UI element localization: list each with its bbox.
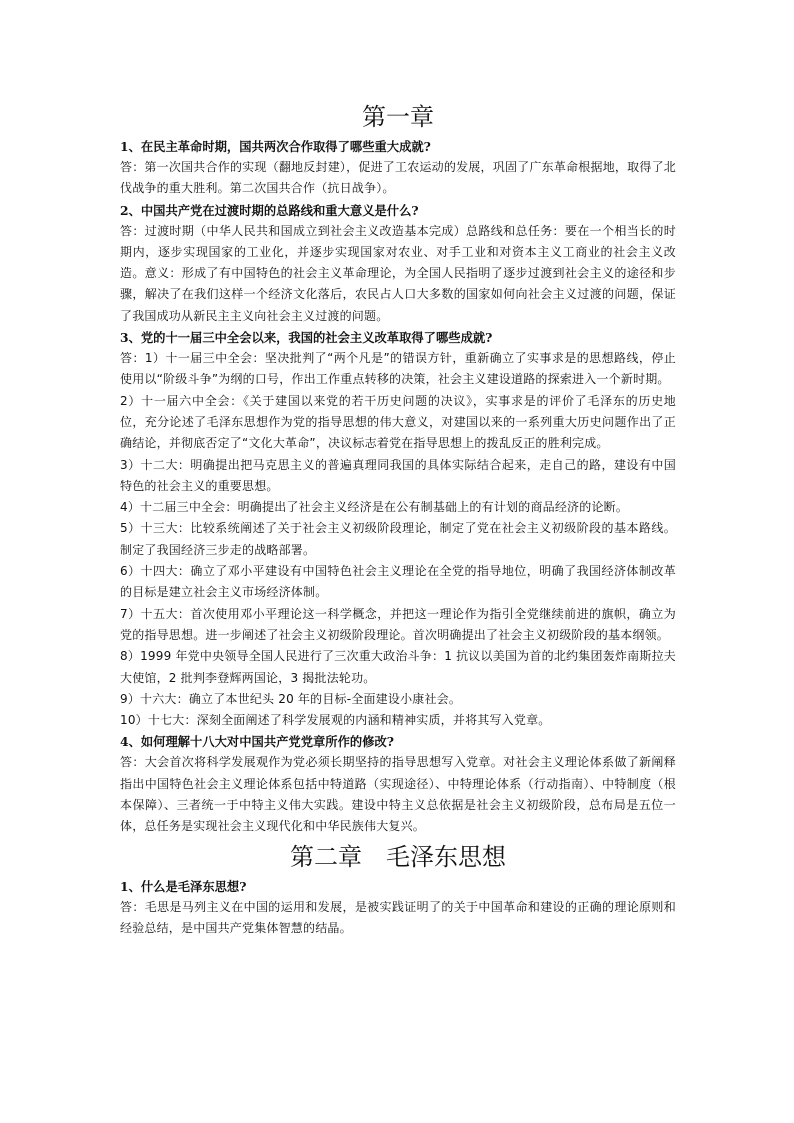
chapter-2-content [120,876,676,940]
chapter-1-content [120,136,676,838]
question-1-3: 3、党的十一届三中全会以来，我国的社会主义改革取得了哪些成就? [120,330,493,346]
answer-1-3-point-6: 6）十四大：确立了邓小平建设有中国特色社会主义理论在全党的指导地位，明确了我国经济体制改革的目标是建立社会主义市场经济体制。 [120,564,676,600]
answer-1-3-point-10: 10）十七大：深刻全面阐述了科学发展观的内涵和精神实质，并将其写入党章。 [120,713,551,728]
answer-1-3-point-4: 4）十二届三中全会：明确提出了社会主义经济是在公有制基础上的有计划的商品经济的论断。 [120,500,629,515]
answer-1-3-point-2: 2）十一届六中全会：《关于建国以来党的若干历史问题的决议》，实事求是的评价了毛泽东的历史地位，充分论述了毛泽东思想作为党的指导思想的伟大意义，对建国以来的一系列重大历史问题作出了正确结论，并彻底否定了“文化大革命”，决议标志着党在指导思想上的拨乱反正的胜利完成。 [120,393,676,451]
answer-1-3-point-9: 9）十六大：确立了本世纪头 20 年的目标-全面建设小康社会。 [120,691,462,706]
answer-1-1: 答：第一次国共合作的实现（翻地反封建），促进了工农运动的发展，巩固了广东革命根据地，取得了北伐战争的重大胜利。第二次国共合作（抗日战争）。 [120,160,676,196]
question-1-2: 2、中国共产党在过渡时期的总路线和重大意义是什么? [120,202,419,218]
question-1-1: 1、在民主革命时期，国共两次合作取得了哪些重大成就? [120,139,431,154]
question-1-4: 4、如何理解十八大对中国共产党党章所作的修改? [120,734,394,750]
document-page [120,100,676,939]
answer-1-4: 答：大会首次将科学发展观作为党必须长期坚持的指导思想写入党章。对社会主义理论体系做了新阐释指出中国特色社会主义理论体系包括中特道路（实现途径）、中特理论体系（行动指南）、中特制度（根本保障）、三者统一于中特主义伟大实践。建设中特主义总依据是社会主义初级阶段，总布局是五位一体，总任务是实现社会主义现代化和中华民族伟大复兴。 [120,755,676,834]
answer-1-3-point-7: 7）十五大：首次使用邓小平理论这一科学概念，并把这一理论作为指引全党继续前进的旗帜，确立为党的指导思想。进一步阐述了社会主义初级阶段理论。首次明确提出了社会主义初级阶段的基本纲领。 [120,606,676,642]
answer-1-3-point-8: 8）1999 年党中央领导全国人民进行了三次重大政治斗争：1 抗议以美国为首的北约集团轰炸南斯拉夫大使馆，2 批判李登辉两国论，3 揭批法轮功。 [120,649,676,685]
answer-1-3-point-3: 3）十二大：明确提出把马克思主义的普遍真理同我国的具体实际结合起来，走自己的路，建设有中国特色的社会主义的重要思想。 [120,457,676,493]
answer-1-3-point-1: 答：1）十一届三中全会：坚决批判了“两个凡是”的错误方针，重新确立了实事求是的思想路线，停止使用以“阶级斗争”为纲的口号，作出工作重点转移的决策，社会主义建设道路的探索进入一个新时期。 [120,351,676,387]
answer-1-2: 答：过渡时期（中华人民共和国成立到社会主义改造基本完成）总路线和总任务：要在一个相当长的时期内，逐步实现国家的工业化，并逐步实现国家对农业、对手工业和对资本主义工商业的社会主义改造。意义：形成了有中国特色的社会主义革命理论，为全国人民指明了逐步过渡到社会主义的途径和步骤，解决了在我们这样一个经济文化落后，农民占人口大多数的国家如何向社会主义过渡的问题，保证了我国成功从新民主主义向社会主义过渡的问题。 [120,223,676,323]
question-2-1: 1、什么是毛泽东思想? [120,878,247,894]
answer-1-3-point-5: 5）十三大：比较系统阐述了关于社会主义初级阶段理论，制定了党在社会主义初级阶段的基本路线。制定了我国经济三步走的战略部署。 [120,521,676,557]
chapter-2-title: 第二章 毛泽东思想 [290,842,506,871]
answer-2-1: 答：毛思是马列主义在中国的运用和发展，是被实践证明了的关于中国革命和建设的正确的理论原则和经验总结，是中国共产党集体智慧的结晶。 [120,899,676,935]
chapter-1-title: 第一章 [362,103,434,131]
